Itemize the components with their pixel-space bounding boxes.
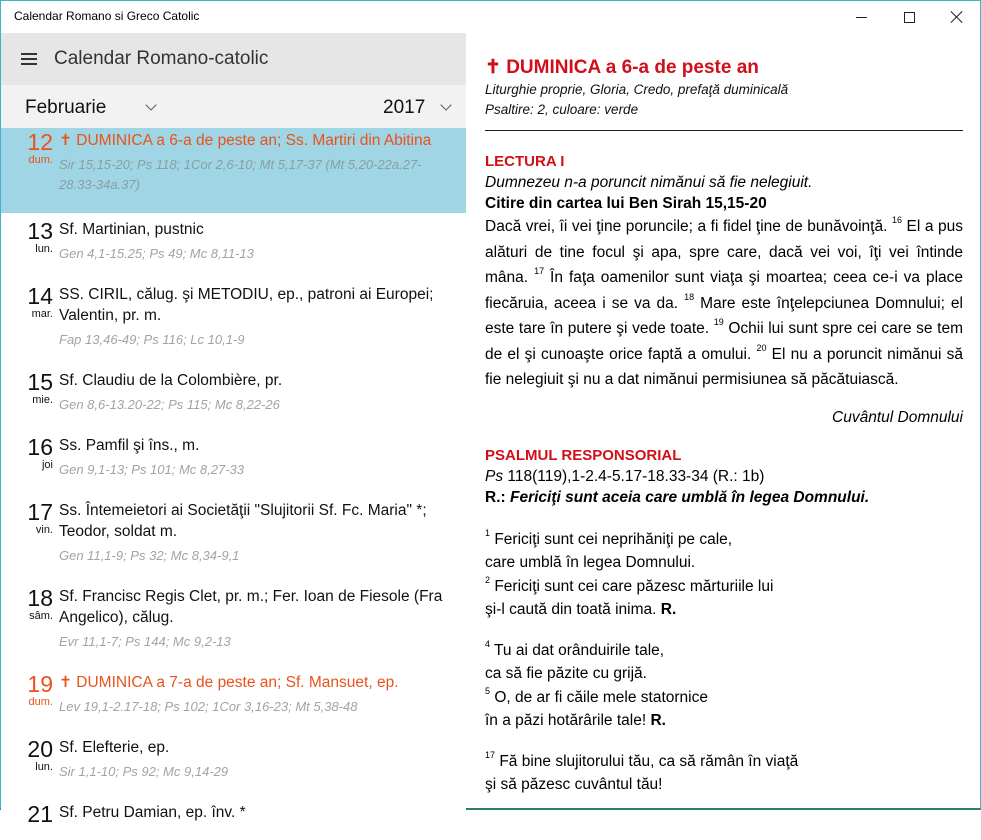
psalm-line [485,598,963,622]
psalm-line [485,709,963,733]
psalm-line-text: în a păzi hotărârile tale! [485,712,651,729]
psalm-line-text: Fă bine slujitorului tău, ca să rămân în viaţă [495,752,799,770]
day-row[interactable] [1,429,466,494]
psalm-ref-prefix: Ps [485,467,504,485]
day-row[interactable] [1,580,466,666]
day-number: 19 [27,671,53,697]
psalm-stanza [485,639,963,733]
day-list[interactable] [1,128,466,840]
day-date [1,370,59,415]
app-title: Calendar Romano si Greco Catolic [14,9,200,23]
day-date [1,219,59,264]
day-row[interactable] [1,796,466,840]
month-select[interactable] [25,94,165,122]
day-content [59,284,466,350]
day-content [59,435,466,480]
day-content [59,737,466,782]
psalm-line [485,686,963,710]
day-row[interactable] [1,128,466,213]
day-number: 13 [27,218,53,244]
day-number: 20 [27,736,53,762]
verse-number: 1 [485,527,491,538]
psalm-stanza [485,750,963,797]
day-number: 16 [27,434,53,460]
maximize-icon [904,12,915,23]
verse-number: 17 [534,266,545,276]
verse-text: În faţa oamenilor sunt viaţa şi moartea; ceea ce-i va place fiecăruia, aceea i se va da. [485,269,964,312]
day-row[interactable] [1,213,466,278]
readings: Gen 8,6-13.20-22; Ps 115; Mc 8,22-26 [59,397,280,412]
reading-heading: LECTURA I [485,153,565,170]
feast-name: Ss. Întemeietori ai Societăţii "Slujitorii Sf. Fc. Maria" *; Teodor, soldat m. [59,502,427,540]
feast-name: Sf. Elefterie, ep. [59,739,170,756]
year-value: 2017 [383,97,426,118]
psalm-line-text: ca să fie păzite cu grijă. [485,665,647,682]
day-name: lun. [35,761,53,773]
psalm-line [485,750,963,774]
psalm-line [485,551,963,575]
day-name: vin. [35,524,53,536]
verse-number: 16 [891,215,902,225]
chevron-down-icon [440,99,451,110]
verse-number: 2 [485,574,491,585]
month-value: Februarie [25,97,107,118]
verse-number: 20 [756,342,767,353]
day-content [59,130,466,195]
day-number: 21 [27,801,53,827]
psalter-info: Psaltire: 2, culoare: verde [485,102,639,117]
day-name: sâm. [29,610,53,622]
day-date [1,737,59,782]
psalm-line-text: Tu ai dat orânduirile tale, [490,641,665,659]
readings: Sir 1,1-10; Ps 92; Mc 9,14-29 [59,764,229,779]
reading-motto: Dumnezeu n-a poruncit nimănui să fie nelegiuit. [485,174,813,191]
day-name: dum. [28,696,53,708]
feast-name: Sf. Petru Damian, ep. înv. * [59,804,246,821]
psalm-line [485,773,963,797]
chevron-down-icon [145,99,156,110]
day-content [59,370,466,415]
day-name: mar. [31,308,53,320]
psalm-stanza [485,528,963,622]
psalm-reference [485,466,963,487]
psalm-heading: PSALMUL RESPONSORIAL [485,446,682,464]
response-label: R.: [485,488,506,506]
minimize-button[interactable] [838,1,884,33]
psalm-line [485,528,963,552]
day-date [1,672,59,717]
feast-name: ✝ DUMINICA a 7-a de peste an; Sf. Mansuet, ep. [59,674,399,691]
feast-name: Ss. Pamfil şi îns., m. [59,437,200,454]
feast-name: Sf. Claudiu de la Colombière, pr. [59,372,283,389]
verse-number: 17 [485,749,496,760]
readings: Gen 11,1-9; Ps 32; Mc 8,34-9,1 [59,548,240,563]
reading-closing: Cuvântul Domnului [832,408,963,426]
verse-text: Dacă vrei, îi vei ţine poruncile; a fi fidel ţine de bunăvoinţă. [485,218,892,235]
day-date [1,802,59,826]
day-content [59,586,466,652]
day-name: lun. [35,243,53,255]
day-row[interactable] [1,731,466,796]
verse-text: El nu a poruncit nimănui să fie nelegiuit şi nu a dat nimănui permisiunea să păcătuiască. [485,345,963,388]
close-icon [951,11,963,23]
day-row[interactable] [1,666,466,731]
readings: Gen 4,1-15.25; Ps 49; Mc 8,11-13 [59,246,254,261]
day-date [1,586,59,652]
psalm-response [485,487,963,508]
day-row[interactable] [1,494,466,580]
day-content [59,672,466,717]
verse-text: Mare este înţelepciunea Domnului; el este tare în putere şi vede toate. [485,294,963,337]
calendar-pane [1,33,466,827]
day-content [59,500,466,566]
divider [485,130,963,131]
header-title: Calendar Romano-catolic [54,48,269,69]
date-selector-row [1,85,466,128]
day-date [1,435,59,480]
title-bar [1,1,980,33]
verse-text: El a pus alături de tine focul şi apa, spre care, dacă vei voi, îţi vei întinde mâna. [485,218,963,286]
psalm-line-text: Fericiţi sunt cei neprihăniţi pe cale, [490,530,733,548]
verse-text: Ochii lui sunt spre cei care se tem de el şi cunoaşte orice faptă a omului. [485,320,963,363]
detail-title: ✝ DUMINICA a 6-a de peste an [485,57,759,78]
day-number: 14 [27,283,53,309]
verse-number: 18 [684,291,695,302]
response-text: Fericiţi sunt aceia care umblă în legea Domnului. [505,488,870,506]
day-number: 18 [27,585,53,611]
response-marker: R. [660,601,677,618]
psalm-line-text: care umblă în legea Domnului. [485,554,696,571]
day-date [1,500,59,566]
day-number: 15 [27,369,53,395]
year-select[interactable] [383,94,458,122]
day-row[interactable] [1,364,466,429]
day-date [1,130,59,195]
day-content [59,802,466,826]
readings: Sir 15,15-20; Ps 118; 1Cor 2,6-10; Mt 5,17-37 (Mt 5,20-22a.27-28.33-34a.37) [59,157,422,192]
feast-name: Sf. Francisc Regis Clet, pr. m.; Fer. Ioan de Fiesole (Fra Angelico), călug. [59,588,443,626]
feast-name: ✝ DUMINICA a 6-a de peste an; Ss. Martiri din Abitina [59,132,432,149]
readings: Lev 19,1-2.17-18; Ps 102; 1Cor 3,16-23; Mt 5,38-48 [59,699,358,714]
maximize-button[interactable] [886,1,932,33]
day-date [1,284,59,350]
reading-citation: Citire din cartea lui Ben Sirah 15,15-20 [485,195,767,212]
feast-name: Sf. Martinian, pustnic [59,221,204,238]
psalm-line-text: Fericiţi sunt cei care păzesc mărturiile lui [490,577,774,595]
readings: Gen 9,1-13; Ps 101; Mc 8,27-33 [59,462,244,477]
day-row[interactable] [1,278,466,364]
reading-text [485,214,963,393]
psalm-line [485,575,963,599]
pane-header [1,33,466,85]
day-name: mie. [32,394,53,406]
psalm-line-text: şi-l caută din toată inima. [485,601,661,618]
day-name: dum. [28,154,53,166]
psalm-line [485,662,963,686]
psalm-stanzas [485,528,963,797]
day-name: joi [41,459,53,471]
minimize-icon [856,17,867,18]
verse-number: 4 [485,638,491,649]
readings: Fap 13,46-49; Ps 116; Lc 10,1-9 [59,332,245,347]
day-detail-pane [485,33,963,811]
day-content [59,219,466,264]
psalm-line [485,639,963,663]
verse-number: 19 [713,317,724,327]
feast-name: SS. CIRIL, călug. şi METODIU, ep., patroni ai Europei; Valentin, pr. m. [59,286,434,324]
response-marker: R. [650,712,666,729]
readings: Evr 11,1-7; Ps 144; Mc 9,2-13 [59,634,231,649]
verse-number: 5 [485,685,491,696]
day-number: 12 [27,129,53,155]
liturgy-info: Liturghie proprie, Gloria, Credo, prefaţă duminicală [485,82,789,97]
psalm-line-text: şi să păzesc cuvântul tău! [485,776,663,793]
psalm-ref-text: 118(119),1-2.4-5.17-18.33-34 (R.: 1b) [503,467,765,485]
hamburger-menu-icon[interactable] [21,53,37,65]
psalm-line-text: O, de ar fi căile mele statornice [490,688,708,706]
close-button[interactable] [934,1,980,33]
day-number: 17 [27,499,53,525]
